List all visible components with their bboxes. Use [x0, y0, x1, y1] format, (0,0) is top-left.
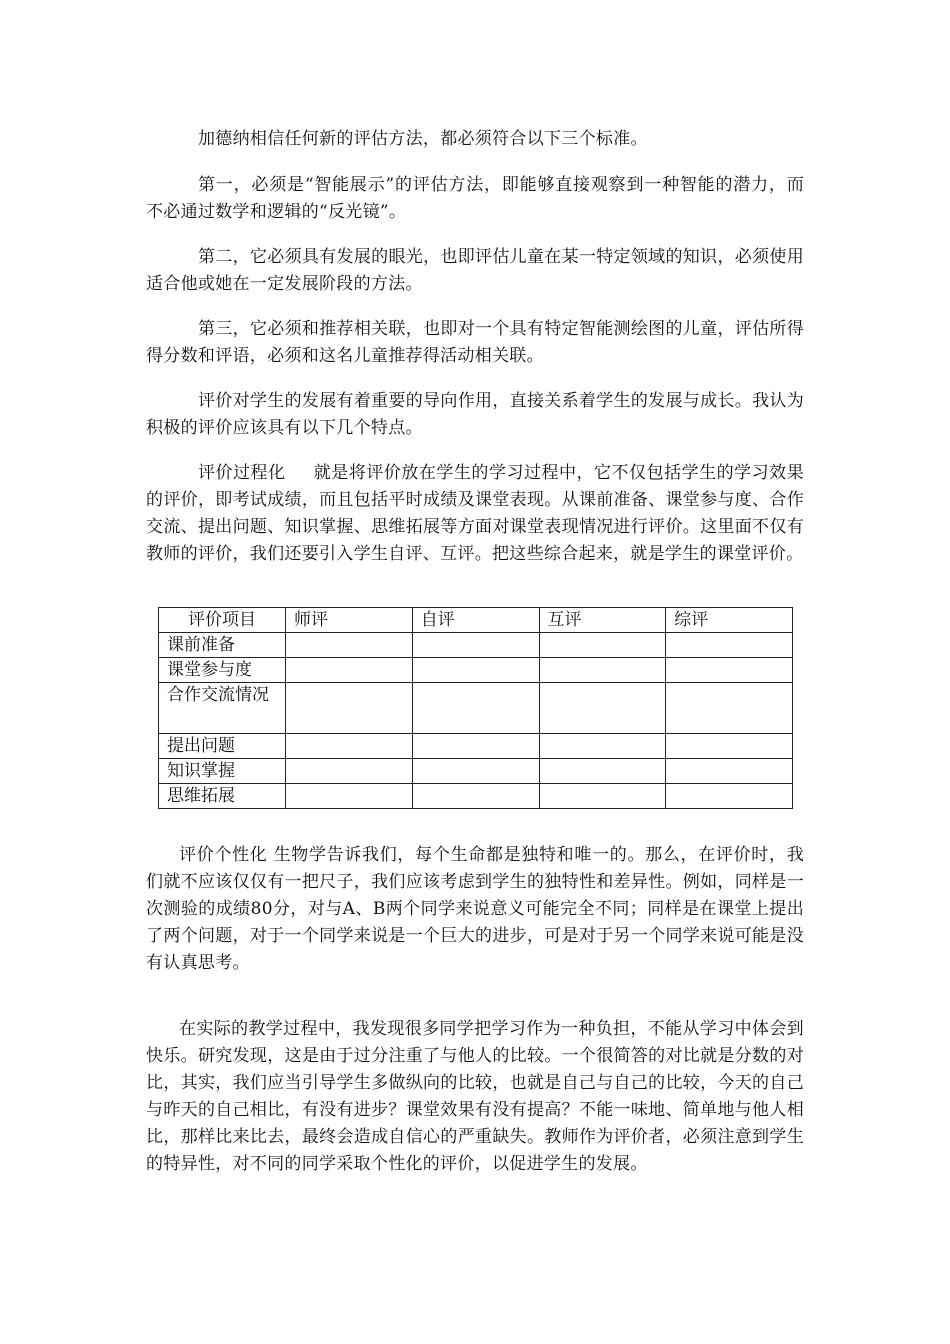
table-row — [159, 633, 793, 658]
paragraph-personalized-evaluation: 评价个性化 生物学告诉我们，每个生命都是独特和唯一的。那么，在评价时，我们就不应该仅仅有一把尺子，我们应该考虑到学生的独特性和差异性。例如，同样是一次测验的成绩80分，对与A、B两个同学来说意义可能完全不同；同样是在课堂上提出了两个问题，对于一个同学来说是一个巨大的进步，可是对于另一个同学来说可能是没有认真思考。 — [146, 845, 804, 973]
table-cell — [539, 784, 666, 809]
table-cell — [286, 734, 413, 759]
row-label: 合作交流情况 — [159, 683, 286, 734]
process-evaluation-text: 就是将评价放在学生的学习过程中，它不仅包括学生的学习效果的评价，即考试成绩，而且包括平时成绩及课堂表现。从课前准备、课堂参与度、合作交流、提出问题、知识掌握、思维拓展等方面对课堂表现情况进行评价。这里面不仅有教师的评价，我们还要引入学生自评、互评。把这些综合起来，就是学生的课堂评价。 — [146, 463, 804, 564]
table-cell — [412, 759, 539, 784]
table-header-cell: 师评 — [286, 608, 413, 633]
row-label: 提出问题 — [159, 734, 286, 759]
row-label: 知识掌握 — [159, 759, 286, 784]
table-header-cell: 综评 — [666, 608, 793, 633]
table-cell — [666, 683, 793, 734]
table-cell — [539, 683, 666, 734]
table-cell — [286, 784, 413, 809]
table-cell — [666, 633, 793, 658]
paragraph-evaluation-role: 评价对学生的发展有着重要的导向作用，直接关系着学生的发展与成长。我认为积极的评价应该具有以下几个特点。 — [146, 391, 804, 438]
table-header-row — [159, 608, 793, 633]
table-header-cell: 互评 — [539, 608, 666, 633]
table-cell — [412, 658, 539, 683]
table-cell — [286, 658, 413, 683]
table-cell — [666, 759, 793, 784]
table-cell — [286, 633, 413, 658]
table-row — [159, 759, 793, 784]
evaluation-table — [158, 607, 793, 809]
table-cell — [412, 734, 539, 759]
section-heading-process: 评价过程化 — [198, 463, 286, 483]
table-cell — [286, 683, 413, 734]
paragraph-process-evaluation — [146, 460, 804, 568]
table-cell — [412, 683, 539, 734]
table-cell — [666, 658, 793, 683]
table-cell — [286, 759, 413, 784]
table-header-cell: 自评 — [412, 608, 539, 633]
table-row — [159, 683, 793, 734]
paragraph-third-criterion: 第三，它必须和推荐相关联，也即对一个具有特定智能测绘图的儿童，评估所得得分数和评语，必须和这名儿童推荐得活动相关联。 — [146, 319, 804, 366]
table-row — [159, 658, 793, 683]
table-cell — [539, 633, 666, 658]
row-label: 课堂参与度 — [159, 658, 286, 683]
table-row — [159, 784, 793, 809]
table-cell — [539, 734, 666, 759]
paragraph-second-criterion: 第二，它必须具有发展的眼光，也即评估儿童在某一特定领域的知识，必须使用适合他或她在一定发展阶段的方法。 — [146, 247, 804, 294]
table-cell — [539, 658, 666, 683]
paragraph-first-criterion: 第一，必须是“智能展示”的评估方法，即能够直接观察到一种智能的潜力，而不必通过数学和逻辑的“反光镜”。 — [146, 175, 804, 222]
table-cell — [412, 784, 539, 809]
table-cell — [412, 633, 539, 658]
table-cell — [539, 759, 666, 784]
paragraph-teaching-practice: 在实际的教学过程中，我发现很多同学把学习作为一种负担，不能从学习中体会到快乐。研究发现，这是由于过分注重了与他人的比较。一个很简答的对比就是分数的对比，其实，我们应当引导学生多做纵向的比较，也就是自己与自己的比较，今天的自己与昨天的自己相比，有没有进步？课堂效果有没有提高？不能一味地、简单地与他人相比，那样比来比去，最终会造成自信心的严重缺失。教师作为评价者，必须注意到学生的特异性，对不同的同学采取个性化的评价，以促进学生的发展。 — [146, 1019, 804, 1174]
table-cell — [666, 784, 793, 809]
table-row — [159, 734, 793, 759]
row-label: 思维拓展 — [159, 784, 286, 809]
table-cell — [666, 734, 793, 759]
paragraph-intro: 加德纳相信任何新的评估方法，都必须符合以下三个标准。 — [198, 129, 648, 149]
row-label: 课前准备 — [159, 633, 286, 658]
table-header-cell: 评价项目 — [159, 608, 286, 633]
